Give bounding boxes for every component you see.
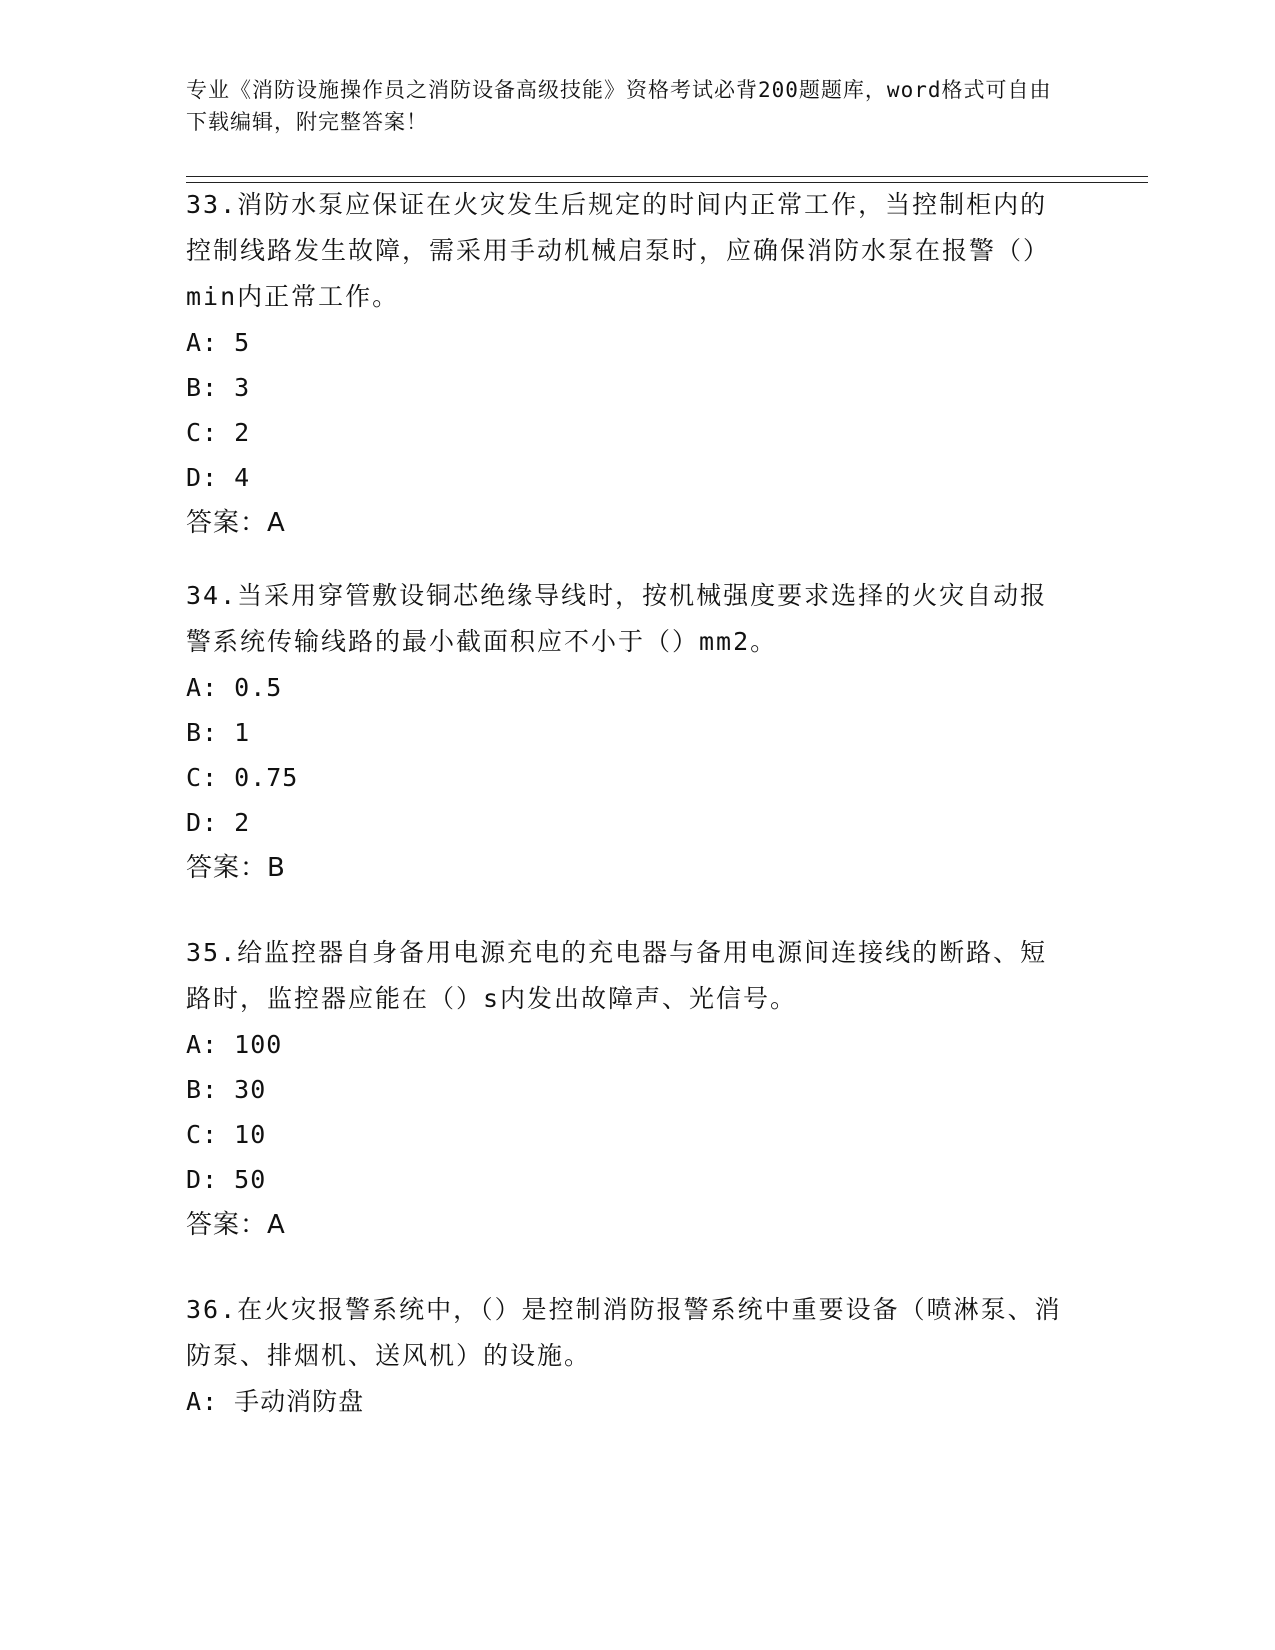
option-b: B: 3 (186, 373, 251, 402)
question-33 (186, 182, 1066, 546)
option-d: D: 2 (186, 808, 251, 837)
option-a: A: 100 (186, 1030, 283, 1059)
question-36 (186, 1287, 1066, 1424)
answer-line: 答案：B (186, 853, 286, 883)
question-stem: 35.给监控器自身备用电源充电的充电器与备用电源间连接线的断路、短路时，监控器应能在（）s内发出故障声、光信号。 (186, 938, 1048, 1013)
question-stem: 33.消防水泵应保证在火灾发生后规定的时间内正常工作，当控制柜内的控制线路发生故障，需采用手动机械启泵时，应确保消防水泵在报警（）min内正常工作。 (186, 190, 1051, 311)
document-header: 专业《消防设施操作员之消防设备高级技能》资格考试必背200题题库，word格式可自由下载编辑，附完整答案！ (186, 78, 1052, 134)
option-c: C: 10 (186, 1120, 267, 1149)
question-35 (186, 930, 1066, 1248)
option-d: D: 50 (186, 1165, 267, 1194)
question-stem: 36.在火灾报警系统中，（）是控制消防报警系统中重要设备（喷淋泵、消防泵、排烟机、送风机）的设施。 (186, 1295, 1062, 1370)
option-a: A: 手动消防盘 (186, 1387, 365, 1416)
answer-line: 答案：A (186, 1210, 286, 1240)
option-b: B: 30 (186, 1075, 267, 1104)
option-c: C: 0.75 (186, 763, 299, 792)
option-b: B: 1 (186, 718, 251, 747)
answer-line: 答案：A (186, 508, 286, 538)
question-34 (186, 573, 1066, 891)
question-stem: 34.当采用穿管敷设铜芯绝缘导线时，按机械强度要求选择的火灾自动报警系统传输线路的最小截面积应不小于（）mm2。 (186, 581, 1048, 656)
option-d: D: 4 (186, 463, 251, 492)
option-c: C: 2 (186, 418, 251, 447)
option-a: A: 0.5 (186, 673, 283, 702)
option-a: A: 5 (186, 328, 251, 357)
